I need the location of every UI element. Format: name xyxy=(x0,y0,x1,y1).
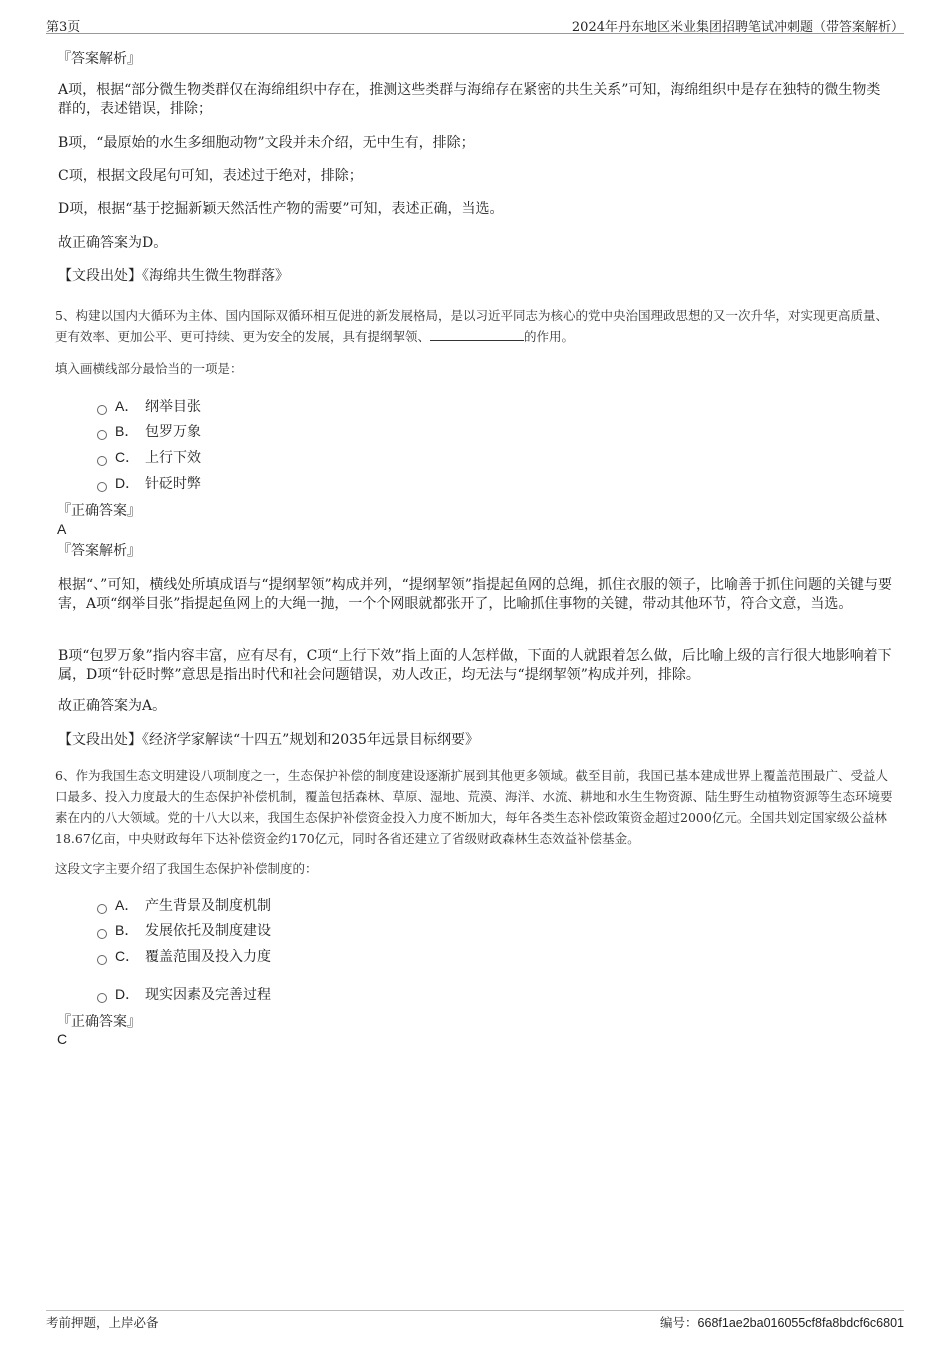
q5-stem xyxy=(55,305,895,347)
q4-analysis-para: C项，根据文段尾句可知，表述过于绝对，排除； xyxy=(58,168,363,184)
radio-button-icon[interactable] xyxy=(97,904,107,914)
radio-button-icon[interactable] xyxy=(97,405,107,415)
q4-analysis-label: 『答案解析』 xyxy=(57,51,141,67)
radio-button-icon[interactable] xyxy=(97,482,107,492)
q6-answer: C xyxy=(57,1031,68,1047)
q5-stem-after: 的作用。 xyxy=(524,329,575,344)
q6-stem: 6、作为我国生态文明建设八项制度之一，生态保护补偿的制度建设逐渐扩展到其他更多领域。截至目前，我国已基本建成世界上覆盖范围最广、受益人口最多、投入力度最大的生态保护补偿机制，覆盖包括森林、草原、湿地、荒漠、海洋、水流、耕地和水生生物资源、陆生野生动植物资源等生态环境要素在内的八大领域。党的十八大以来，我国生态保护补偿资金投入力度不断加大，每年各类生态补偿政策资金超过2000亿元。全国共划定国家级公益林18.67亿亩，中央财政每年下达补偿资金约170亿元，同时各省还建立了省级财政森林生态效益补偿基金。 xyxy=(55,768,893,846)
q5-analysis-para: B项“包罗万象”指内容丰富，应有尽有，C项“上行下效”指上面的人怎样做，下面的人就跟着怎么做，后比喻上级的言行很大地影响着下属，D项“针砭时弊”意思是指出时代和社会问题错误，劝人改正，均无法与“提纲挈领”构成并列，排除。 xyxy=(58,648,892,683)
q6-answer-label: 『正确答案』 xyxy=(57,1014,141,1030)
footer-slogan: 考前押题，上岸必备 xyxy=(46,1315,159,1330)
footer-divider xyxy=(46,1310,904,1311)
page-header xyxy=(46,16,904,34)
q4-analysis-para: D项，根据“基于挖掘新颖天然活性产物的需要”可知，表述正确，当选。 xyxy=(58,201,504,217)
fill-in-blank xyxy=(430,328,524,341)
page-number: 第3页 xyxy=(46,20,81,35)
document-title: 2024年丹东地区米业集团招聘笔试冲刺题（带答案解析） xyxy=(571,20,904,35)
q6-option-b[interactable]: B． 发展依托及制度建设 xyxy=(97,921,271,939)
q6-option-c[interactable]: C． 覆盖范围及投入力度 xyxy=(97,947,271,965)
q6-option-d[interactable]: D． 现实因素及完善过程 xyxy=(97,985,271,1003)
q5-analysis-label: 『答案解析』 xyxy=(57,543,141,559)
q5-option-d[interactable]: D． 针砭时弊 xyxy=(97,474,201,492)
q4-conclusion: 故正确答案为D。 xyxy=(58,235,168,251)
q5-stem-before: 5、构建以国内大循环为主体、国内国际双循环相互促进的新发展格局，是以习近平同志为核心的党中央治国理政思想的又一次升华，对实现更高质量、更有效率、更加公平、更可持续、更为安全的发展，具有提纲挈领、 xyxy=(55,308,888,344)
q5-prompt: 填入画横线部分最恰当的一项是： xyxy=(55,361,243,376)
q6-prompt: 这段文字主要介绍了我国生态保护补偿制度的： xyxy=(55,861,318,876)
q5-option-c[interactable]: C． 上行下效 xyxy=(97,448,201,466)
radio-button-icon[interactable] xyxy=(97,929,107,939)
q5-option-b[interactable]: B． 包罗万象 xyxy=(97,422,201,440)
q5-source: 【文段出处】《经济学家解读“十四五”规划和2035年远景目标纲要》 xyxy=(58,732,479,748)
q5-option-a[interactable]: A． 纲举目张 xyxy=(97,397,201,415)
q5-analysis-para: 根据“、”可知，横线处所填成语与“提纲挈领”构成并列，“提纲挈领”指提起鱼网的总绳，抓住衣服的领子，比喻善于抓住问题的关键与要害，A项“纲举目张”指提起鱼网上的大绳一抛，一个个网眼就都张开了，比喻抓住事物的关键，带动其他环节，符合文意，当选。 xyxy=(58,577,892,612)
document-code: 编号：668f1ae2ba016055cf8fa8bdcf6c6801 xyxy=(660,1316,904,1330)
q5-answer: A xyxy=(57,521,67,537)
radio-button-icon[interactable] xyxy=(97,955,107,965)
radio-button-icon[interactable] xyxy=(97,430,107,440)
q4-analysis-para: B项，“最原始的水生多细胞动物”文段并未介绍，无中生有，排除； xyxy=(58,135,475,151)
q5-answer-label: 『正确答案』 xyxy=(57,503,141,519)
q4-source: 【文段出处】《海绵共生微生物群落》 xyxy=(58,268,289,284)
q4-analysis-para: A项，根据“部分微生物类群仅在海绵组织中存在，推测这些类群与海绵存在紧密的共生关系”可知，海绵组织中是存在独特的微生物类群的，表述错误，排除； xyxy=(58,82,881,117)
header-divider xyxy=(46,33,904,34)
radio-button-icon[interactable] xyxy=(97,456,107,466)
q5-conclusion: 故正确答案为A。 xyxy=(58,698,167,714)
q6-option-a[interactable]: A． 产生背景及制度机制 xyxy=(97,896,271,914)
radio-button-icon[interactable] xyxy=(97,993,107,1003)
